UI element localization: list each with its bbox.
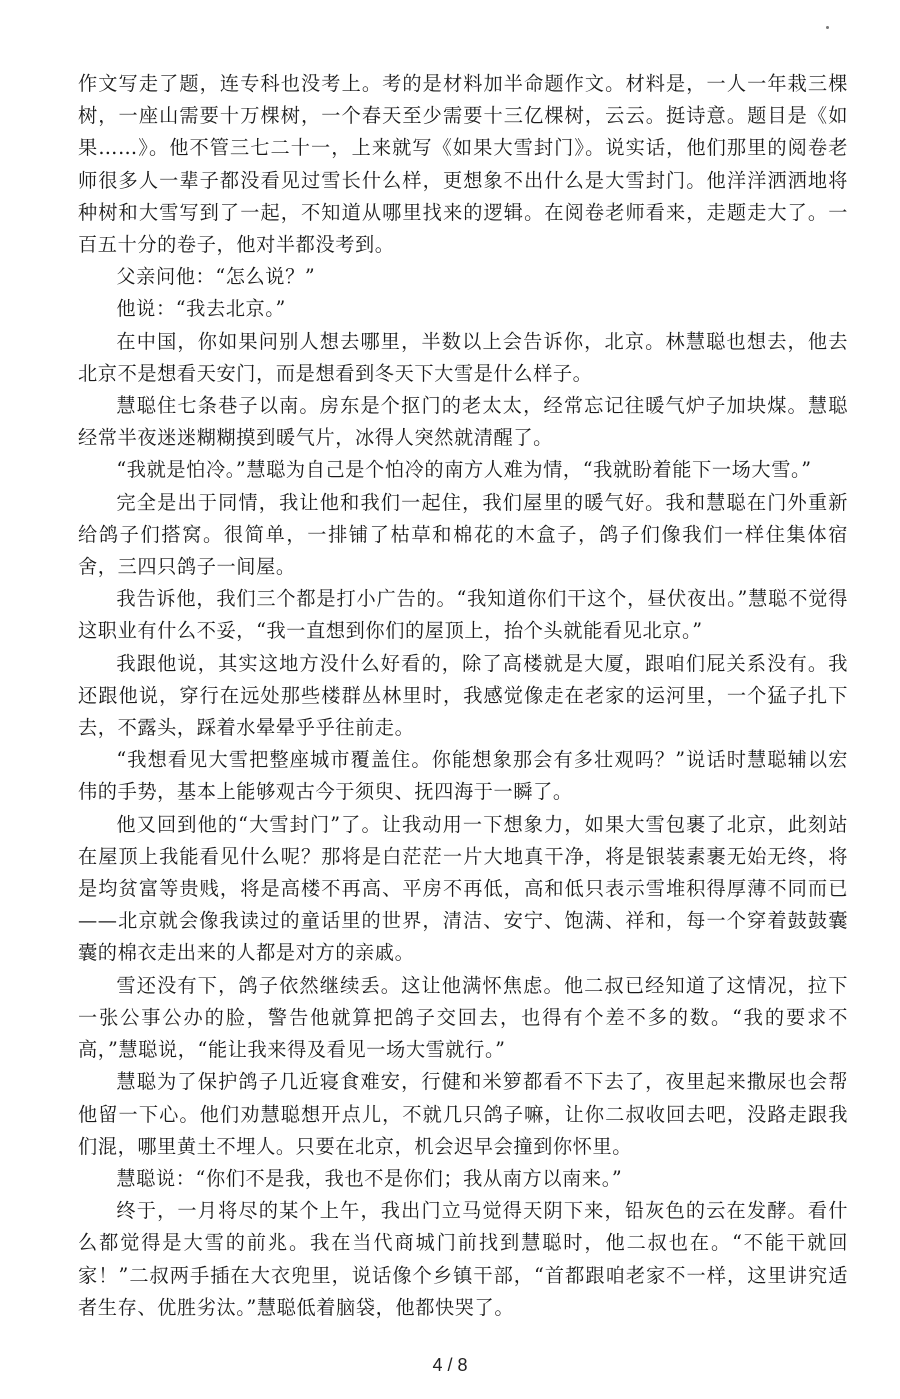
paragraph: 慧聪为了保护鸽子几近寝食难安，行健和米箩都看不下去了，夜里起来撒尿也会帮他留一下心。他们劝慧聪想开点儿，不就几只鸽子嘛，让你二叔收回去吧，没路走跟我们混，哪里黄土不埋人。只要在北京，机会迟早会撞到你怀里。	[78, 1070, 848, 1158]
paragraph: “我想看见大雪把整座城市覆盖住。你能想象那会有多壮观吗？”说话时慧聪辅以宏伟的手势，基本上能够观古今于须臾、抚四海于一瞬了。	[78, 748, 848, 804]
paragraph: 终于，一月将尽的某个上午，我出门立马觉得天阴下来，铅灰色的云在发酵。看什么都觉得是大雪的前兆。我在当代商城门前找到慧聪时，他二叔也在。“不能干就回家！”二叔两手插在大衣兜里，说话像个乡镇干部，“首都跟咱老家不一样，这里讲究适者生存、优胜劣汰。”慧聪低着脑袋，他都快哭了。	[78, 1199, 848, 1319]
paragraph: 他说：“我去北京。”	[116, 297, 286, 321]
paragraph: 慧聪住七条巷子以南。房东是个抠门的老太太，经常忘记往暖气炉子加块煤。慧聪经常半夜迷迷糊糊摸到暖气片，冰得人突然就清醒了。	[78, 394, 848, 450]
paragraph: 他又回到他的“大雪封门”了。让我动用一下想象力，如果大雪包裹了北京，此刻站在屋顶上我能看见什么呢？那将是白茫茫一片大地真干净，将是银装素裹无始无终，将是均贫富等贵贱，将是高楼不再高、平房不再低，高和低只表示雪堆积得厚薄不同而已——北京就会像我读过的童话里的世界，清洁、安宁、饱满、祥和，每一个穿着鼓鼓囊囊的棉衣走出来的人都是对方的亲戚。	[78, 812, 848, 965]
paragraph: 父亲问他：“怎么说？”	[116, 265, 316, 289]
paragraph: 我跟他说，其实这地方没什么好看的，除了高楼就是大厦，跟咱们屁关系没有。我还跟他说，穿行在远处那些楼群丛林里时，我感觉像走在老家的运河里，一个猛子扎下去，不露头，踩着水晕晕乎乎往前走。	[78, 651, 848, 740]
paragraph: 慧聪说：“你们不是我，我也不是你们；我从南方以南来。”	[116, 1166, 623, 1190]
page-number: 4 / 8	[432, 1355, 468, 1375]
paragraph: 雪还没有下，鸽子依然继续丢。这让他满怀焦虑。他二叔已经知道了这情况，拉下一张公事公办的脸，警告他就算把鸽子交回去，也得有个差不多的数。“我的要求不高，”慧聪说，“能让我来得及看见一场大雪就行。”	[78, 973, 848, 1062]
paragraph: 我告诉他，我们三个都是打小广告的。“我知道你们干这个，昼伏夜出。”慧聪不觉得这职业有什么不妥，“我一直想到你们的屋顶上，抬个头就能看见北京。”	[78, 587, 848, 643]
paragraph: “我就是怕冷。”慧聪为自己是个怕冷的南方人难为情，“我就盼着能下一场大雪。”	[116, 458, 812, 482]
page-body	[78, 68, 848, 1324]
scan-speck	[826, 26, 829, 29]
paragraph: 在中国，你如果问别人想去哪里，半数以上会告诉你，北京。林慧聪也想去，他去北京不是想看天安门，而是想看到冬天下大雪是什么样子。	[78, 329, 848, 385]
paragraph: 作文写走了题，连专科也没考上。考的是材料加半命题作文。材料是，一人一年栽三棵树，一座山需要十万棵树，一个春天至少需要十三亿棵树，云云。挺诗意。题目是《如果……》。他不管三七二十一，上来就写《如果大雪封门》。说实话，他们那里的阅卷老师很多人一辈子都没看见过雪长什么样，更想象不出什么是大雪封门。他洋洋洒洒地将种树和大雪写到了一起，不知道从哪里找来的逻辑。在阅卷老师看来，走题走大了。一百五十分的卷子，他对半都没考到。	[78, 72, 848, 257]
paragraph: 完全是出于同情，我让他和我们一起住，我们屋里的暖气好。我和慧聪在门外重新给鸽子们搭窝。很简单，一排铺了枯草和棉花的木盒子，鸽子们像我们一样住集体宿舍，三四只鸽子一间屋。	[78, 490, 848, 579]
